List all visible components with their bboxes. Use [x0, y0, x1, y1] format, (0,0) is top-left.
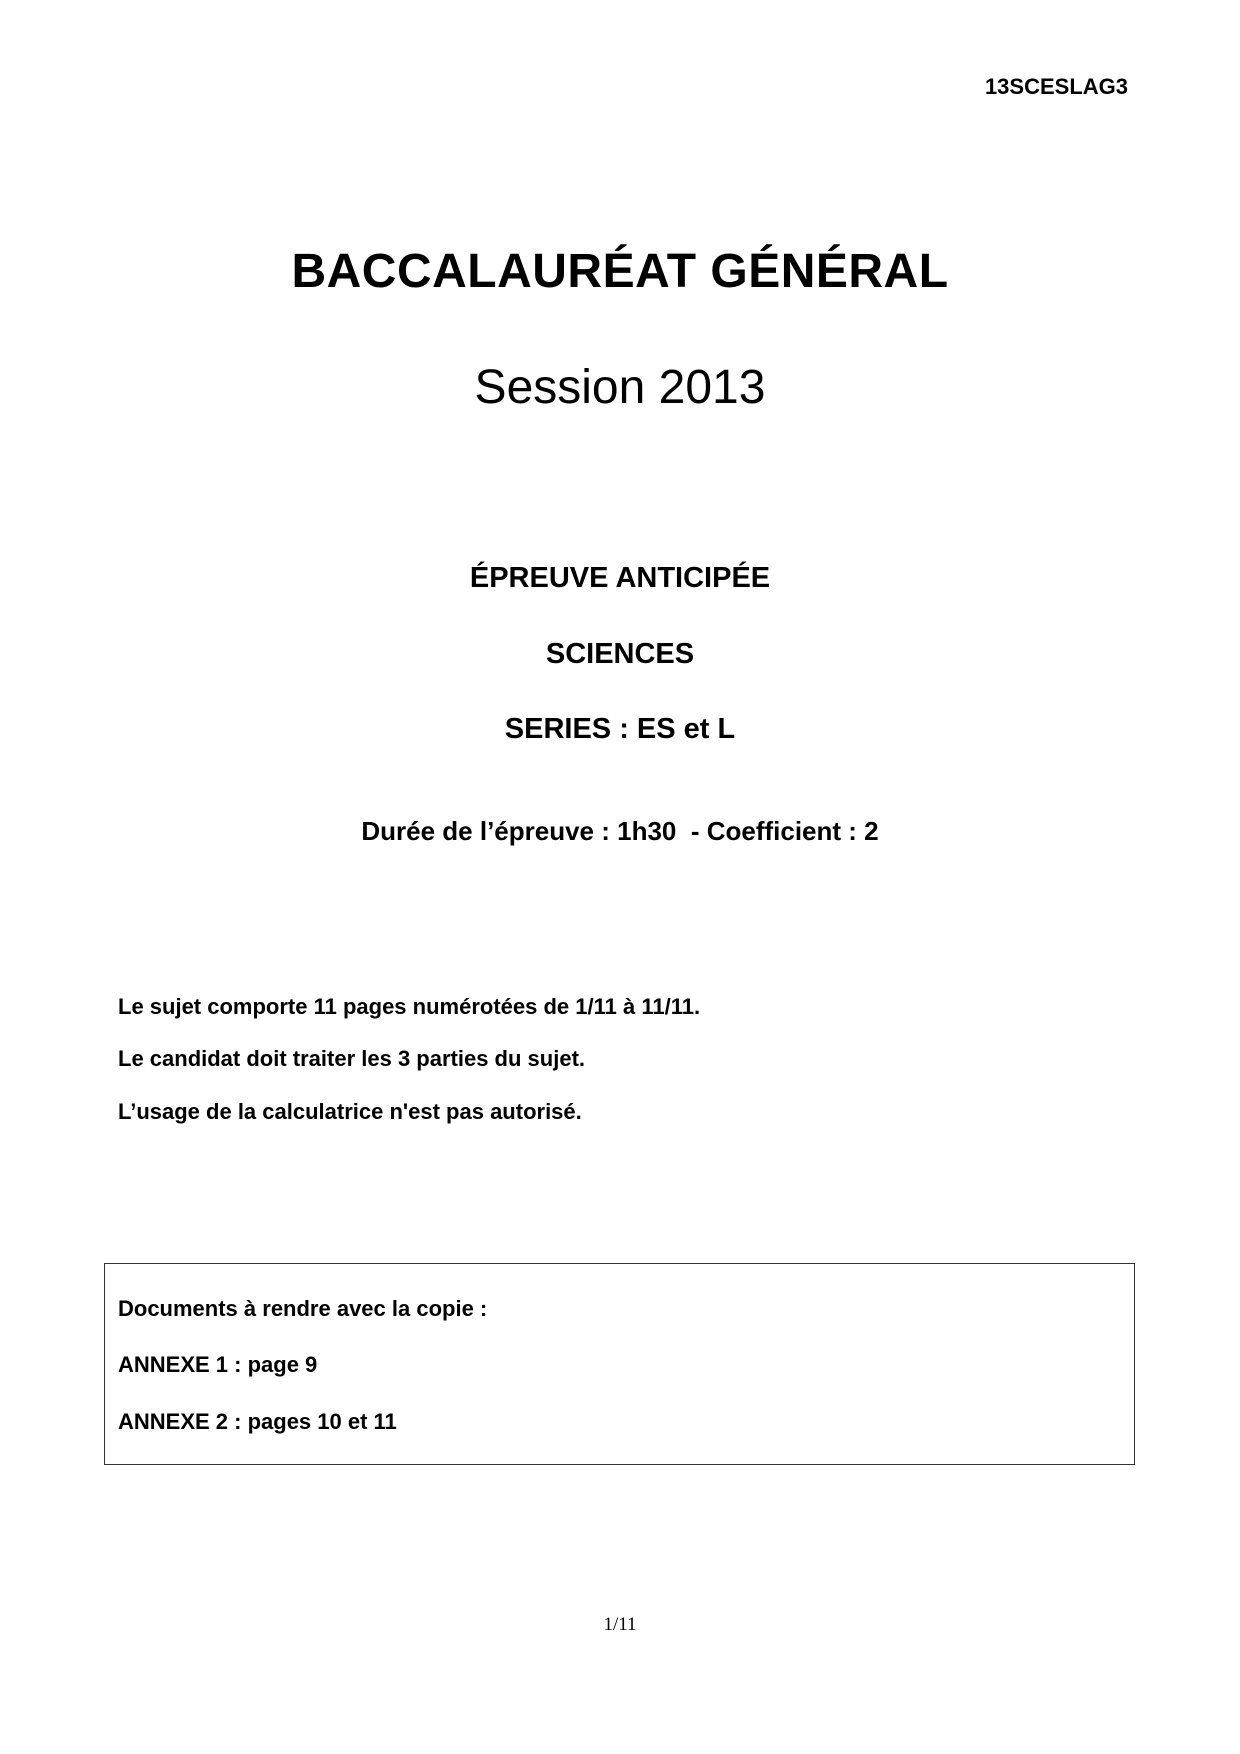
- subject-code: 13SCESLAG3: [984, 74, 1128, 99]
- annexe-2: ANNEXE 2 : pages 10 et 11: [118, 1409, 397, 1434]
- documents-box: [104, 1263, 1135, 1465]
- exam-subject: SCIENCES: [545, 638, 695, 670]
- instruction-calculator: L’usage de la calculatrice n'est pas autorisé.: [118, 1099, 582, 1124]
- exam-title: BACCALAURÉAT GÉNÉRAL: [291, 245, 949, 298]
- documents-header: Documents à rendre avec la copie :: [118, 1296, 488, 1321]
- exam-duration: Durée de l’épreuve : 1h30 - Coefficient : 2: [361, 816, 879, 846]
- instruction-parts: Le candidat doit traiter les 3 parties du sujet.: [118, 1046, 586, 1071]
- instruction-pages: Le sujet comporte 11 pages numérotées de 1/11 à 11/11.: [118, 994, 701, 1019]
- exam-type: ÉPREUVE ANTICIPÉE: [469, 562, 771, 594]
- session-year: Session 2013: [474, 361, 766, 414]
- exam-series: SERIES : ES et L: [504, 713, 736, 745]
- annexe-1: ANNEXE 1 : page 9: [118, 1352, 318, 1377]
- page-number: 1/11: [603, 1614, 637, 1635]
